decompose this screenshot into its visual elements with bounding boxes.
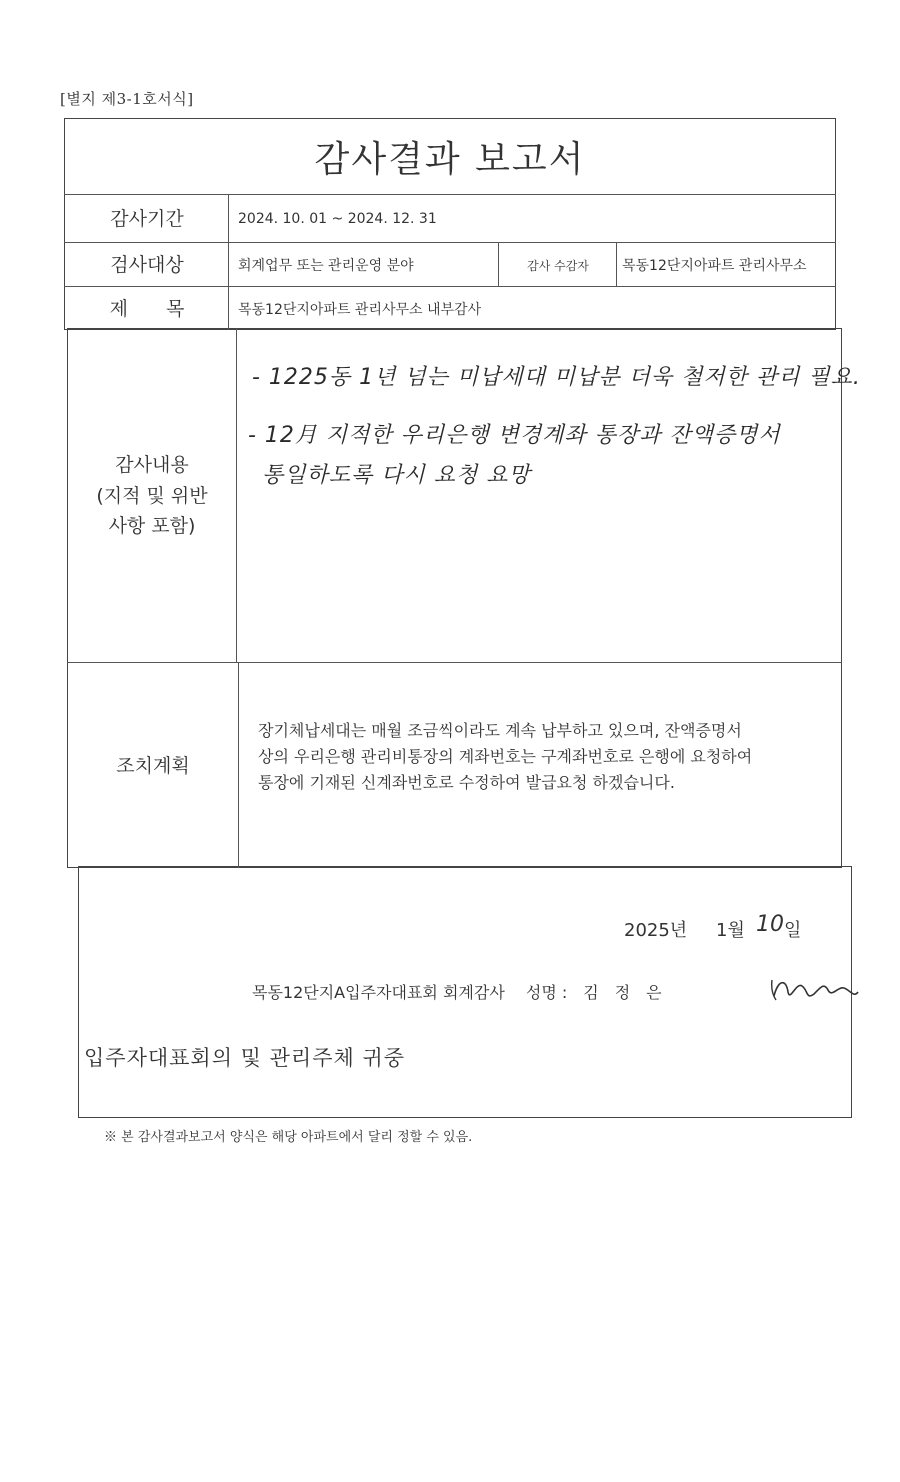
divider: [64, 242, 836, 243]
divider: [67, 662, 842, 663]
signer-line: 목동12단지A입주자대표회 회계감사 성명 : 김 정 은: [252, 983, 662, 1002]
signature: [770, 974, 862, 1009]
date-day-suffix: 일: [784, 920, 802, 941]
action-plan-label: 조치계획: [116, 754, 190, 777]
divider: [228, 194, 229, 330]
handwritten-finding: 통일하도록 다시 요청 요망: [262, 463, 531, 488]
date-day: 10: [756, 912, 784, 937]
subject-value: 목동12단지아파트 관리사무소 내부감사: [238, 302, 482, 318]
audit-content-label-line: 감사내용: [115, 454, 189, 477]
action-plan-text: [258, 718, 818, 796]
action-plan-line: 통장에 기재된 신계좌번호로 수정하여 발급요청 하겠습니다.: [258, 773, 675, 792]
period-label: 감사기간: [110, 207, 184, 230]
document-title: 감사결과 보고서: [314, 138, 586, 180]
divider: [616, 242, 617, 286]
form-number-label: [별지 제3-1호서식]: [60, 90, 194, 108]
auditee-label: 감사 수감자: [527, 258, 589, 273]
subject-label: 제 목: [109, 297, 185, 320]
divider: [498, 242, 499, 286]
audit-content-label: [68, 330, 236, 662]
divider: [236, 328, 237, 662]
divider: [238, 662, 239, 868]
date-month: 1월: [716, 920, 745, 941]
recipient: 입주자대표회의 및 관리주체 귀중: [84, 1046, 406, 1070]
action-plan-line: 장기체납세대는 매월 조금씩이라도 계속 납부하고 있으며, 잔액증명서: [258, 721, 742, 740]
period-value: 2024. 10. 01 ~ 2024. 12. 31: [238, 211, 437, 227]
action-plan-line: 상의 우리은행 관리비통장의 계좌번호는 구계좌번호로 은행에 요청하여: [258, 747, 753, 766]
date-year: 2025년: [624, 920, 688, 941]
signature-scribble: [770, 974, 862, 1004]
audit-content-label-line: (지적 및 위반: [96, 484, 208, 507]
divider: [64, 194, 836, 195]
target-label: 검사대상: [110, 253, 184, 276]
audit-content-label-line: 사항 포함): [108, 515, 196, 538]
auditee-value: 목동12단지아파트 관리사무소: [622, 258, 807, 274]
divider: [64, 286, 836, 287]
handwritten-finding: - 12月 지적한 우리은행 변경계좌 통장과 잔액증명서: [248, 423, 781, 448]
handwritten-finding: - 1225동 1년 넘는 미납세대 미납분 더욱 철저한 관리 필요.: [252, 365, 861, 390]
footnote: ※ 본 감사결과보고서 양식은 해당 아파트에서 달리 정할 수 있음.: [104, 1130, 473, 1145]
target-value: 회계업무 또는 관리운영 분야: [238, 258, 414, 274]
